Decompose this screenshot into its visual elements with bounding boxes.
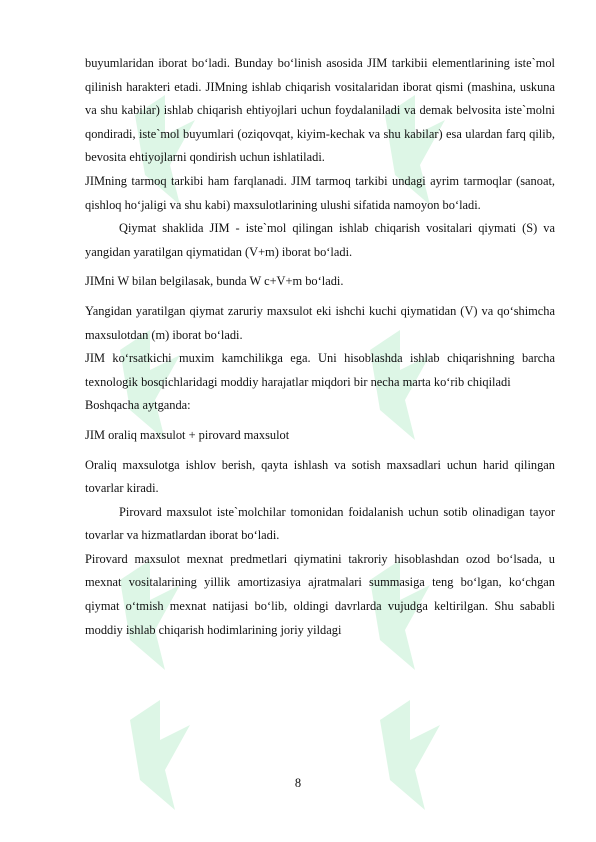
paragraph: Boshqacha aytganda: [85,398,191,413]
paragraph: JIM ko‘rsatkichi muxim kamchilikga ega. Uni hisoblashda ishlab chiqarishning barcha texnologik bosqichlaridagi moddiy harajatlar miqdori bir necha marta ko‘rib chiqiladi [85,351,555,389]
paragraph: JIMni W bilan belgilasak, bunda W c+V+m bo‘ladi. [85,274,344,289]
paragraph: buyumlaridan iborat bo‘ladi. Bunday bo‘linish asosida JIM tarkibii elementlarining iste`mol qilinish harakteri etadi. JIMning ishlab chiqarish vositalaridan iborat qismi (mashina, uskuna va shu kabilar) ishlab chiqarish ehtiyojlari uchun foydalaniladi va demak belvosita iste`molni qondiradi, iste`mol buyumlari (oziqovqat, kiyim-kechak va shu kabilar) esa ulardan farq qilib, bevosita ehtiyojlarni qondirish uchun ishlatiladi. [85,56,555,165]
watermark-logo [120,700,200,810]
paragraph: JIM oraliq maxsulot + pirovard maxsulot [85,427,290,442]
paragraph: Oraliq maxsulotga ishlov berish, qayta ishlash va sotish maxsadlari uchun harid qilingan tovarlar kiradi. [85,457,555,496]
page-number: 8 [294,776,302,790]
paragraph: Pirovard maxsulot mexnat predmetlari qiymatini takroriy hisoblashdan ozod bo‘lsada, u mexnat vositalarining yillik amortizasiya ajratmalari summasiga teng bo‘lgan, ko‘chgan qiymat o‘tmish mexnat natijasi bo‘lib, oldingi davrlarda vujudga keltirilgan. Shu sababli moddiy ishlab chiqarish hodimlarining joriy yildagi [85,551,555,637]
paragraph: Qiymat shaklida JIM - iste`mol qilingan ishlab chiqarish vositalari qiymati (S) va yangidan yaratilgan qiymatidan (V+m) iborat bo‘ladi. [85,221,555,259]
paragraph: Yangidan yaratilgan qiymat zaruriy maxsulot eki ishchi kuchi qiymatidan (V) va qo‘shimcha maxsulotdan (m) iborat bo‘ladi. [85,303,555,342]
document-body [85,52,555,642]
paragraph: Pirovard maxsulot iste`molchilar tomonidan foidalanish uchun sotib olinadigan tayor tovarlar va hizmatlardan iborat bo‘ladi. [85,504,555,543]
watermark-logo [370,700,450,810]
paragraph: JIMning tarmoq tarkibi ham farqlanadi. JIM tarmoq tarkibi undagi ayrim tarmoqlar (sanoat, qishloq ho‘jaligi va shu kabi) maxsulotlarining ulushi sifatida namoyon bo‘ladi. [85,173,555,212]
